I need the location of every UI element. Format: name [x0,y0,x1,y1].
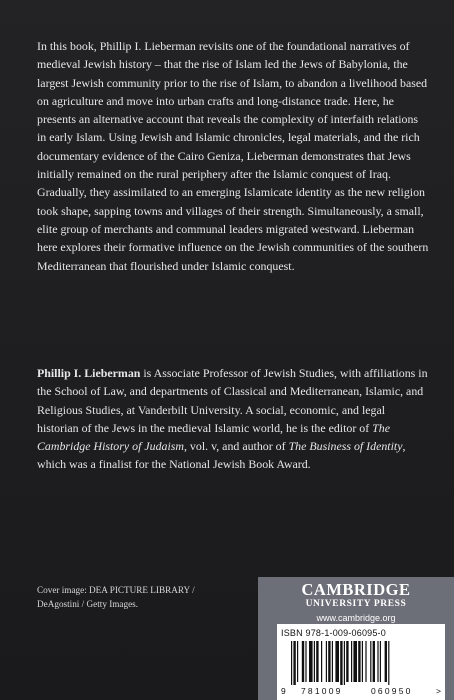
bio-text-3: , which was a finalist for the National Jewish Book Award. [37,439,406,472]
book-title-1: The Cambridge History of Judaism [37,420,391,454]
publisher-name: CAMBRIDGE [301,580,411,599]
barcode-bar [362,641,363,682]
barcode-bar [340,641,342,685]
barcode-digits [277,686,445,698]
barcode-bar [344,641,345,685]
book-description: In this book, Phillip I. Lieberman revisits one of the foundational narratives of medieval Jewish history – that the rise of Islam led the Jews of Babylonia, the largest Jewish community prior to the rise of Islam, to abandon a livelihood based on agriculture and move into urban crafts and long-distance trade. Here, he presents an alternative account that reveals the complexity of interfaith relations in early Islam. Using Jewish and Islamic chronicles, legal materials, and the rich documentary evidence of the Cairo Geniza, Lieberman demonstrates that Jews initially remained on the rural periphery after the Islamic conquest of Iraq. Gradually, they assimilated to an emerging Islamicate identity as the new religion took shape, sapping towns and villages of their strength. Simultaneously, a small, elite group of merchants and communal leaders migrated westward. Lieberman here explores their formative influence on the Jewish communities of the southern Mediterranean that flourished under Islamic conquest. [37,39,429,273]
barcode-end-mark: > [436,686,441,696]
barcode-bar [305,641,306,682]
barcode-bar [316,641,318,682]
barcode-bar [328,641,330,682]
author-name: Phillip I. Lieberman [37,366,141,380]
barcode-bar [291,641,292,685]
barcode-bar [314,641,315,682]
barcode-bar [373,641,375,682]
barcode-panel [277,624,445,700]
bio-text-1: is Associate Professor of Jewish Studies, with affiliations in the School of Law, and departments of Classical and Mediterranean, Islamic, and Religious Studies, at Vanderbilt University. A social, economic, and legal historian of the Jews in the medieval Islamic world, he is the editor of [37,366,428,435]
barcode-bar [358,641,360,682]
barcode-bar [370,641,371,682]
barcode-bar [332,641,333,682]
author-bio [37,364,429,474]
barcode-bar [309,641,313,682]
isbn-label: ISBN 978-1-009-06095-0 [281,628,386,638]
barcode-icon [291,641,439,685]
barcode-bar [293,641,295,685]
barcode-bar [326,641,327,682]
barcode-bar [365,641,366,682]
credit-line-2: DeAgostini / Getty Images. [37,599,139,609]
barcode-bar [321,641,322,682]
barcode-bar [346,641,348,682]
barcode-bar [385,641,387,682]
barcode-bar [351,641,352,682]
publisher-url: www.cambridge.org [316,613,396,623]
barcode-bar [388,641,389,685]
barcode-bar [353,641,357,682]
publisher-subtitle: UNIVERSITY PRESS [305,599,407,609]
barcode-bar [377,641,378,682]
book-title-2: The Business of Identity [288,439,403,454]
barcode-group-2: 060950 [371,686,413,696]
barcode-bar [302,641,304,682]
barcode-bar [335,641,339,682]
barcode-lead-digit: 9 [281,686,286,696]
barcode-group-1: 781009 [301,686,343,696]
cover-image-credit [37,583,227,611]
barcode-bar [297,641,298,682]
bio-text-2: , vol. v, and author of [183,439,289,454]
barcode-bar [380,641,381,682]
credit-line-1: Cover image: DEA PICTURE LIBRARY / [37,585,195,595]
